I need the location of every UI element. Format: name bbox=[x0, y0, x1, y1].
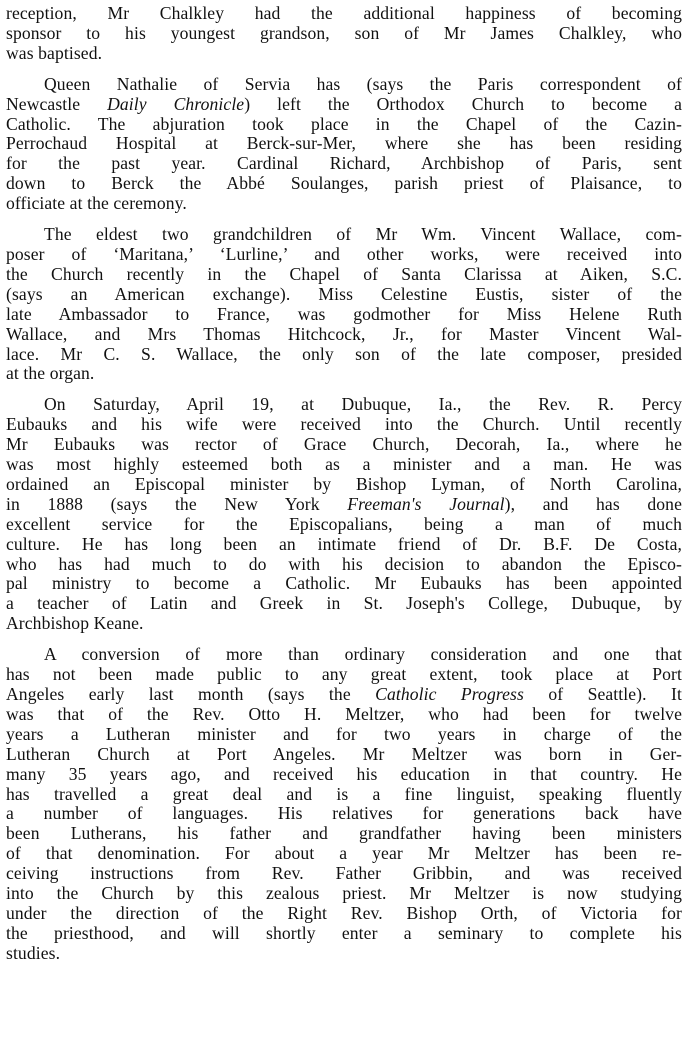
text-line: Catholic. The abjuration took place in the Chapel of the Cazin- bbox=[6, 113, 682, 134]
text-line: many 35 years ago, and received his education in that country. He bbox=[6, 763, 682, 784]
text-line: pal ministry to become a Catholic. Mr Eubauks has been appointed bbox=[6, 573, 682, 594]
text-line: culture. He has long been an intimate friend of Dr. B.F. De Costa, bbox=[6, 533, 682, 554]
text-line: The eldest two grandchildren of Mr Wm. Vincent Wallace, com- bbox=[44, 224, 682, 245]
text-line: a number of languages. His relatives for generations back have bbox=[6, 803, 682, 824]
italic-publication-title: Daily Chronicle bbox=[107, 93, 245, 114]
text-line: ordained an Episcopal minister by Bishop Lyman, of North Carolina, bbox=[6, 473, 682, 494]
text-line: excellent service for the Episcopalians, being a man of much bbox=[6, 513, 682, 534]
text-line: the Church recently in the Chapel of Santa Clarissa at Aiken, S.C. bbox=[6, 263, 682, 284]
text-line: ceiving instructions from Rev. Father Gribbin, and was received bbox=[6, 863, 682, 884]
text-line: was that of the Rev. Otto H. Meltzer, who had been for twelve bbox=[6, 703, 682, 724]
text-line: a teacher of Latin and Greek in St. Joseph's College, Dubuque, by bbox=[6, 593, 682, 614]
text-line: Perrochaud Hospital at Berck-sur-Mer, where she has been residing bbox=[6, 133, 682, 154]
italic-publication-title: Catholic Progress bbox=[375, 684, 524, 704]
text-line: late Ambassador to France, was godmother for Miss Helene Ruth bbox=[6, 303, 682, 324]
text-line: Mr Eubauks was rector of Grace Church, Decorah, Ia., where he bbox=[6, 434, 682, 455]
text-line: Queen Nathalie of Servia has (says the Paris correspondent of bbox=[44, 73, 682, 94]
text-line: Lutheran Church at Port Angeles. Mr Meltzer was born in Ger- bbox=[6, 743, 682, 764]
text-line: of that denomination. For about a year Mr Meltzer has been re- bbox=[6, 843, 682, 864]
text-line: lace. Mr C. S. Wallace, the only son of the late composer, presided bbox=[6, 343, 682, 364]
text-line: On Saturday, April 19, at Dubuque, Ia., the Rev. R. Percy bbox=[44, 394, 682, 415]
newspaper-article-column bbox=[6, 4, 682, 1034]
text-line: was baptised. bbox=[6, 42, 103, 63]
text-line: was most highly esteemed both as a minister and a man. He was bbox=[6, 454, 682, 475]
text-line: Angeles early last month (says the Catholic Progress of Seattle). It bbox=[6, 684, 682, 704]
text-line: officiate at the ceremony. bbox=[6, 193, 187, 214]
text-line: sponsor to his youngest grandson, son of Mr James Chalkley, who bbox=[6, 22, 682, 43]
text-line: Eubauks and his wife were received into the Church. Until recently bbox=[6, 414, 682, 435]
text-line: been Lutherans, his father and grandfather having been ministers bbox=[6, 823, 682, 844]
text-line: A conversion of more than ordinary consideration and one that bbox=[44, 644, 682, 665]
italic-publication-title: Freeman's Journal bbox=[347, 493, 505, 514]
text-line: reception, Mr Chalkley had the additional happiness of becoming bbox=[6, 4, 682, 23]
text-line: Wallace, and Mrs Thomas Hitchcock, Jr., for Master Vincent Wal- bbox=[6, 323, 682, 344]
article-paragraph-2 bbox=[6, 75, 682, 214]
text-line: for the past year. Cardinal Richard, Archbishop of Paris, sent bbox=[6, 153, 682, 174]
text-line: studies. bbox=[6, 942, 61, 963]
text-line: (says an American exchange). Miss Celestine Eustis, sister of the bbox=[6, 283, 682, 304]
text-line: Archbishop Keane. bbox=[6, 613, 144, 634]
text-line: the priesthood, and will shortly enter a seminary to complete his bbox=[6, 922, 682, 943]
text-line: Newcastle Daily Chronicle) left the Orthodox Church to become a bbox=[6, 93, 682, 114]
article-paragraph-3 bbox=[6, 225, 682, 384]
article-paragraph-5 bbox=[6, 645, 682, 964]
text-line: into the Church by this zealous priest. Mr Meltzer is now studying bbox=[6, 883, 682, 904]
text-line: years a Lutheran minister and for two years in charge of the bbox=[6, 723, 682, 744]
text-line: in 1888 (says the New York Freeman's Journal), and has done bbox=[6, 493, 682, 514]
text-line: under the direction of the Right Rev. Bishop Orth, of Victoria for bbox=[6, 902, 682, 923]
text-line: down to Berck the Abbé Soulanges, parish priest of Plaisance, to bbox=[6, 173, 682, 194]
text-line: poser of ‘Maritana,’ ‘Lurline,’ and other works, were received into bbox=[6, 243, 682, 264]
text-line: at the organ. bbox=[6, 363, 95, 384]
text-line: has not been made public to any great extent, took place at Port bbox=[6, 664, 682, 685]
article-paragraph-1 bbox=[6, 4, 682, 64]
text-line: who has had much to do with his decision to abandon the Episco- bbox=[6, 553, 682, 574]
text-line: has travelled a great deal and is a fine linguist, speaking fluently bbox=[6, 783, 682, 804]
article-paragraph-4 bbox=[6, 395, 682, 634]
